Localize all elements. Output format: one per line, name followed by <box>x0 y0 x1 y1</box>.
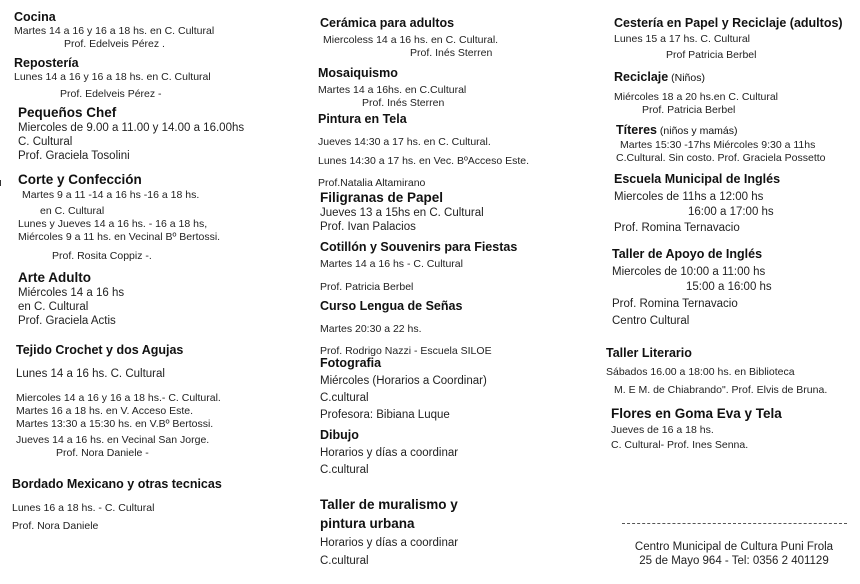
schedule-line: Lunes 16 a 18 hs. - C. Cultural <box>12 502 155 514</box>
schedule-line: Horarios y días a coordinar <box>320 537 459 549</box>
section-arte-adulto <box>18 270 124 328</box>
section-escuela-ingles <box>614 172 780 235</box>
section-mosaiquismo <box>318 66 466 110</box>
teacher-line: Prof. Ivan Palacios <box>320 221 416 233</box>
place-line: en C. Cultural <box>40 205 105 217</box>
teacher-line: Prof. Inés Sterren <box>410 47 493 59</box>
section-title: pintura urbana <box>320 516 415 531</box>
section-title: Dibujo <box>320 428 359 442</box>
teacher-line: Prof. Graciela Tosolini <box>18 150 130 162</box>
teacher-line: Prof. Inés Sterren <box>362 97 445 109</box>
section-title: Escuela Municipal de Inglés <box>614 172 781 186</box>
teacher-line: Prof. Edelveis Pérez . <box>64 38 165 50</box>
schedule-line: Miércoles (Horarios a Coordinar) <box>320 375 487 387</box>
teacher-line: Prof. Patricia Berbel <box>642 104 736 116</box>
teacher-line: Prof Patricia Berbel <box>666 49 757 61</box>
section-titeres <box>616 123 826 165</box>
schedule-line: Lunes 14:30 a 17 hs. en Vec. BºAcceso Este. <box>318 155 530 167</box>
teacher-line: Prof. Rosita Coppiz -. <box>52 250 152 262</box>
schedule-line: Lunes y Jueves 14 a 16 hs. - 16 a 18 hs, <box>18 218 208 230</box>
section-filigranas <box>320 190 484 234</box>
teacher-line: C. Cultural- Prof. Ines Senna. <box>611 439 749 451</box>
schedule-line: Miércoles 18 a 20 hs.en C. Cultural <box>614 91 778 103</box>
section-title: Cerámica para adultos <box>320 16 455 30</box>
schedule-line: Martes 13:30 a 15:30 hs. en V.Bº Bertossi. <box>16 418 214 430</box>
section-reciclaje <box>614 70 778 117</box>
section-cotillon <box>320 240 517 294</box>
section-dibujo <box>320 428 458 477</box>
teacher-line: Prof. Nora Daniele - <box>56 447 149 459</box>
section-title: Mosaiquismo <box>318 66 398 80</box>
teacher-line: Profesora: Bibiana Luque <box>320 409 450 421</box>
schedule-line: 15:00 a 16:00 hs <box>686 281 772 293</box>
place-line: C.cultural <box>320 555 369 567</box>
section-subtitle: (niños y mamás) <box>657 125 738 137</box>
section-title: Cotillón y Souvenirs para Fiestas <box>320 240 518 254</box>
section-title: Corte y Confección <box>18 172 142 187</box>
schedule-line: Martes 14 a 16 y 16 a 18 hs. en C. Cultural <box>14 25 215 37</box>
section-lengua-senas <box>320 299 492 358</box>
section-title: Cestería en Papel y Reciclaje (adultos) <box>614 16 843 30</box>
section-cesteria <box>614 16 843 62</box>
footer-address <box>616 540 852 568</box>
section-title: Pequeños Chef <box>18 105 117 120</box>
place-line: C.cultural <box>320 392 369 404</box>
teacher-line: Prof. Rodrigo Nazzi - Escuela SILOE <box>320 345 492 357</box>
schedule-line: Miércoles 14 a 16 hs <box>18 287 125 299</box>
schedule-line: Martes 20:30 a 22 hs. <box>320 323 422 335</box>
place-line: Centro Cultural <box>612 315 690 327</box>
section-title: Taller de Apoyo de Inglés <box>612 247 763 261</box>
schedule-line: Horarios y días a coordinar <box>320 447 459 459</box>
schedule-line: Jueves de 16 a 18 hs. <box>611 424 714 436</box>
section-flores <box>611 406 782 452</box>
section-reposteria <box>14 56 211 101</box>
section-apoyo-ingles <box>612 247 772 328</box>
schedule-line: Lunes 14 a 16 hs. C. Cultural <box>16 368 165 380</box>
schedule-line: Martes 14 a 16 hs - C. Cultural <box>320 258 463 270</box>
teacher-line: Prof. Graciela Actis <box>18 315 116 327</box>
section-title: Cocina <box>14 10 56 24</box>
place-line: C.cultural <box>320 464 369 476</box>
section-ceramica <box>320 16 498 60</box>
section-title: Filigranas de Papel <box>320 190 444 205</box>
schedule-line: Miercoles 14 a 16 y 16 a 18 hs.- C. Cultural. <box>16 392 221 404</box>
section-subtitle: (Niños) <box>668 72 705 84</box>
section-pequenos-chef <box>18 105 244 163</box>
section-muralismo <box>320 497 458 568</box>
schedule-line: Martes 9 a 11 -14 a 16 hs -16 a 18 hs. <box>22 189 200 201</box>
section-title: Tejido Crochet y dos Agujas <box>16 343 184 357</box>
schedule-line: Jueves 14 a 16 hs. en Vecinal San Jorge. <box>16 434 210 446</box>
section-cocina <box>14 10 214 51</box>
section-title: Flores en Goma Eva y Tela <box>611 406 782 421</box>
section-pintura-tela <box>318 112 529 190</box>
section-title: Curso Lengua de Señas <box>320 299 463 313</box>
section-title: Pintura en Tela <box>318 112 407 126</box>
schedule-line: Miércoles 9 a 11 hs. en Vecinal Bº Bertossi. <box>18 231 221 243</box>
teacher-line: Prof. Romina Ternavacio <box>612 298 738 310</box>
schedule-line: Martes 15:30 -17hs Miércoles 9:30 a 11hs <box>620 139 816 151</box>
stray-mark <box>0 180 1 186</box>
section-title: Repostería <box>14 56 79 70</box>
schedule-line: 16:00 a 17:00 hs <box>688 206 774 218</box>
schedule-line: Jueves 13 a 15hs en C. Cultural <box>320 207 484 219</box>
teacher-line: Prof. Patricia Berbel <box>320 281 414 293</box>
place-line: en C. Cultural <box>18 301 89 313</box>
schedule-line: Miercoles de 10:00 a 11:00 hs <box>612 266 766 278</box>
teacher-line: C.Cultural. Sin costo. Prof. Graciela Possetto <box>616 152 826 164</box>
place-line: C. Cultural <box>18 136 73 148</box>
schedule-line: Miercoles de 9.00 a 11.00 y 14.00 a 16.00hs <box>18 122 245 134</box>
teacher-line: Prof. Edelveis Pérez - <box>60 88 162 100</box>
schedule-line: Lunes 14 a 16 y 16 a 18 hs. en C. Cultural <box>14 71 211 83</box>
schedule-line: Sábados 16.00 a 18:00 hs. en Biblioteca <box>606 366 795 378</box>
teacher-line: Prof.Natalia Altamirano <box>318 177 426 189</box>
teacher-line: M. E M. de Chiabrando". Prof. Elvis de Bruna. <box>614 384 828 396</box>
section-title: Títeres <box>616 123 657 137</box>
section-corte-confeccion <box>18 172 220 263</box>
section-title: Bordado Mexicano y otras tecnicas <box>12 477 222 491</box>
section-title: Arte Adulto <box>18 270 91 285</box>
section-bordado <box>12 477 222 533</box>
section-title: Fotografia <box>320 356 382 370</box>
schedule-line: Miercoles de 11hs a 12:00 hs <box>614 191 764 203</box>
section-title: Reciclaje <box>614 70 669 84</box>
teacher-line: Prof. Nora Daniele <box>12 520 99 532</box>
schedule-line: Lunes 15 a 17 hs. C. Cultural <box>614 33 750 45</box>
schedule-line: Martes 14 a 16hs. en C.Cultural <box>318 84 467 96</box>
schedule-line: Jueves 14:30 a 17 hs. en C. Cultural. <box>318 136 491 148</box>
schedule-line: Miercoless 14 a 16 hs. en C. Cultural. <box>323 34 499 46</box>
schedule-line: Martes 16 a 18 hs. en V. Acceso Este. <box>16 405 194 417</box>
section-title: Taller Literario <box>606 346 692 360</box>
section-fotografia <box>320 356 487 422</box>
section-title: Taller de muralismo y <box>320 497 458 512</box>
section-taller-literario <box>606 346 827 397</box>
teacher-line: Prof. Romina Ternavacio <box>614 222 740 234</box>
footer-institution: Centro Municipal de Cultura Puni Frola <box>634 541 834 553</box>
footer-contact: 25 de Mayo 964 - Tel: 0356 2 401129 <box>639 555 829 567</box>
section-tejido <box>16 343 221 460</box>
footer-divider <box>622 523 847 524</box>
